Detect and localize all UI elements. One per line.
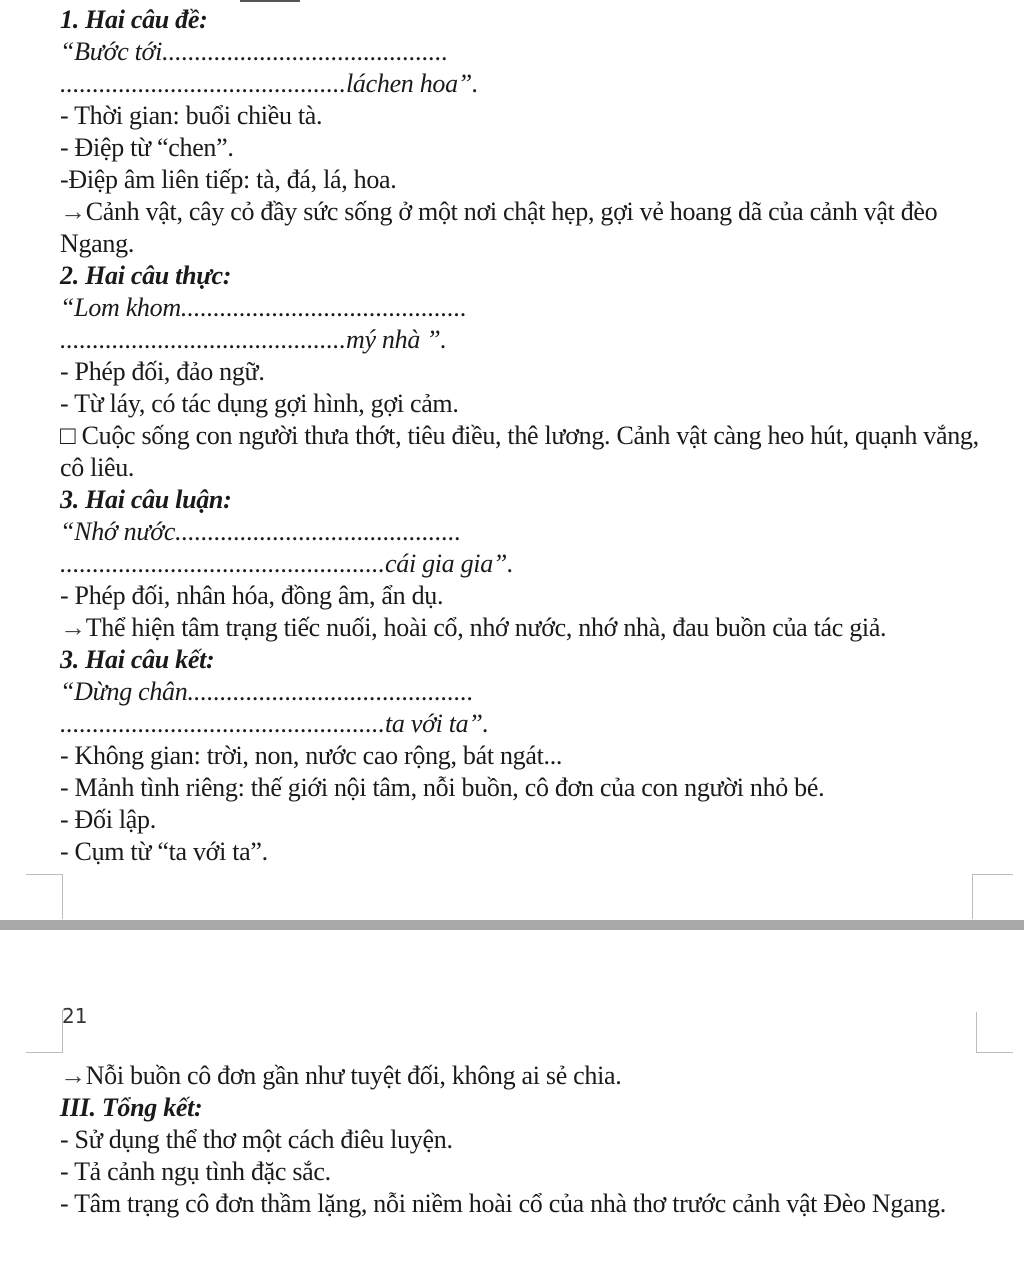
- conclusion-text: Nỗi buồn cô đơn gần như tuyệt đối, không ai sẻ chia.: [85, 1061, 622, 1090]
- bullet-item: - Sử dụng thể thơ một cách điêu luyện.: [60, 1125, 453, 1154]
- fill-dots: ............................................: [175, 517, 462, 546]
- fill-dots: ............................................: [60, 69, 346, 98]
- margin-corner-mark: [26, 874, 63, 919]
- verse-text: cái gia gia”.: [385, 549, 514, 578]
- fill-dots: ............................................: [60, 325, 346, 354]
- bullet-item: - Đối lập.: [60, 805, 156, 834]
- conclusion-item: [60, 196, 984, 260]
- margin-corner-mark: [972, 874, 1013, 919]
- verse-line: [60, 516, 984, 548]
- verse-text: “Lom khom: [60, 293, 181, 322]
- section-heading-ket: 3. Hai câu kết:: [60, 645, 215, 674]
- verse-text: “Bước tới: [60, 37, 163, 66]
- bullet-item: - Mảnh tình riêng: thế giới nội tâm, nỗi buồn, cô đơn của con người nhỏ bé.: [60, 773, 825, 802]
- section-heading-luan: 3. Hai câu luận:: [60, 485, 232, 514]
- bullet-item: - Cụm từ “ta với ta”.: [60, 837, 268, 866]
- section-heading-de: 1. Hai câu đề:: [60, 5, 208, 34]
- verse-text: “Dừng chân: [60, 677, 188, 706]
- fill-dots: ..................................................: [60, 549, 385, 578]
- bullet-item: - Điệp từ “chen”.: [60, 133, 234, 162]
- conclusion-item: [60, 612, 984, 644]
- box-icon: □: [60, 421, 76, 450]
- conclusion-item: [60, 1060, 984, 1092]
- bullet-item: - Từ láy, có tác dụng gợi hình, gợi cảm.: [60, 389, 459, 418]
- fill-dots: ............................................: [180, 293, 467, 322]
- verse-line: [60, 708, 984, 740]
- page1-content: [60, 4, 984, 868]
- section-heading-thuc: 2. Hai câu thực:: [60, 261, 232, 290]
- conclusion-text: Cảnh vật, cây cỏ đầy sức sống ở một nơi chật hẹp, gợi vẻ hoang dã của cảnh vật đèo Ngang.: [60, 197, 938, 258]
- conclusion-text: Thể hiện tâm trạng tiếc nuối, hoài cổ, nhớ nước, nhớ nhà, đau buồn của tác giả.: [85, 613, 887, 642]
- page-number: 21: [62, 1004, 88, 1028]
- verse-text: láchen hoa”.: [346, 69, 479, 98]
- verse-line: [60, 68, 984, 100]
- fill-dots: ..................................................: [60, 709, 385, 738]
- conclusion-item: [60, 420, 984, 484]
- arrow-icon: →: [60, 613, 86, 642]
- verse-line: [60, 292, 984, 324]
- verse-text: ta với ta”.: [385, 709, 489, 738]
- page2-content: [60, 1060, 984, 1220]
- header-rule: [240, 0, 300, 2]
- verse-line: [60, 36, 984, 68]
- bullet-item: - Thời gian: buổi chiều tà.: [60, 101, 323, 130]
- section-heading-tong-ket: III. Tổng kết:: [60, 1093, 203, 1122]
- verse-line: [60, 676, 984, 708]
- page-separator: [0, 920, 1024, 930]
- bullet-item: - Phép đối, nhân hóa, đồng âm, ẩn dụ.: [60, 581, 444, 610]
- bullet-item: - Phép đối, đảo ngữ.: [60, 357, 265, 386]
- bullet-item: -Điệp âm liên tiếp: tà, đá, lá, hoa.: [60, 165, 397, 194]
- bullet-item: - Tâm trạng cô đơn thầm lặng, nỗi niềm hoài cổ của nhà thơ trước cảnh vật Đèo Ngang.: [60, 1189, 946, 1218]
- fill-dots: ............................................: [187, 677, 474, 706]
- margin-corner-mark: [976, 1012, 1013, 1053]
- bullet-item: - Không gian: trời, non, nước cao rộng, bát ngát...: [60, 741, 563, 770]
- fill-dots: ............................................: [162, 37, 449, 66]
- bullet-item: - Tả cảnh ngụ tình đặc sắc.: [60, 1157, 331, 1186]
- arrow-icon: →: [60, 1061, 86, 1090]
- arrow-icon: →: [60, 197, 86, 226]
- verse-text: mý nhà ”.: [346, 325, 447, 354]
- verse-line: [60, 548, 984, 580]
- verse-text: “Nhớ nước: [60, 517, 176, 546]
- margin-corner-mark: [26, 1010, 63, 1053]
- conclusion-text: Cuộc sống con người thưa thớt, tiêu điều, thê lương. Cảnh vật càng heo hút, quạnh vắng, cô liêu.: [60, 421, 979, 482]
- verse-line: [60, 324, 984, 356]
